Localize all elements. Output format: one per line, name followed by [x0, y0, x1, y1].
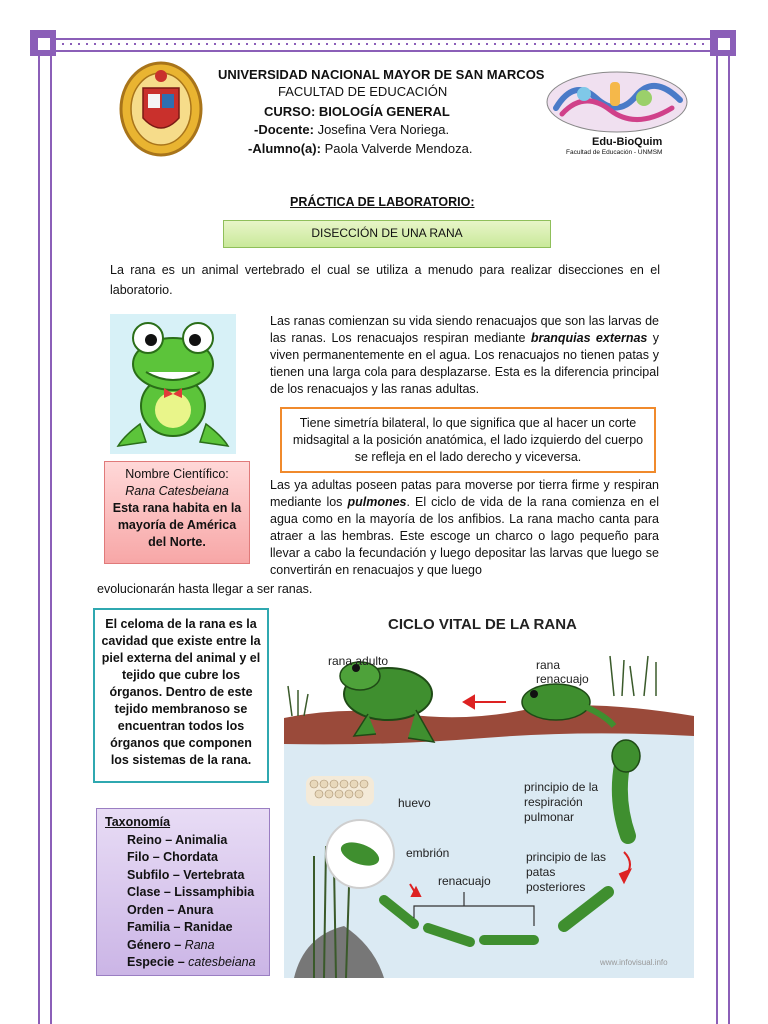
teacher-line	[254, 122, 449, 137]
taxonomy-row	[127, 884, 261, 902]
paragraph-tadpoles-b: y viven permanentemente en el agua. Los renacuajos no tienen patas y tienen una larga cola para desplazarse. Esta es la diferencia principal de los renacuajos y las ranas adultas.	[270, 331, 659, 396]
paragraph-adults	[270, 477, 659, 579]
faculty-name: FACULTAD DE EDUCACIÓN	[278, 84, 448, 99]
diagram-title: CICLO VITAL DE LA RANA	[388, 616, 577, 633]
taxonomy-box	[96, 808, 270, 976]
paragraph-adults-em: pulmones	[347, 495, 407, 509]
taxonomy-row	[127, 954, 261, 972]
label-tadpole: renacuajo	[438, 874, 491, 888]
scientific-label: Nombre Científico:	[125, 467, 229, 481]
taxonomy-value: Ranidae	[183, 920, 233, 934]
frame-left	[38, 50, 52, 1024]
scientific-name-box	[104, 461, 250, 564]
label-egg: huevo	[398, 796, 431, 810]
taxonomy-rank: Especie –	[127, 955, 189, 969]
taxonomy-rank: Subfilo –	[127, 867, 184, 882]
frame-right	[716, 50, 730, 1024]
taxonomy-rank: Género –	[127, 937, 185, 952]
frame-corner-tl	[30, 30, 56, 56]
taxonomy-value: Lissamphibia	[174, 885, 255, 899]
teacher-label: -Docente:	[254, 122, 314, 137]
subtitle-box: DISECCIÓN DE UNA RANA	[223, 220, 551, 248]
intro-paragraph: La rana es un animal vertebrado el cual se utiliza a menudo para realizar disecciones en el laboratorio.	[110, 263, 660, 297]
taxonomy-row	[127, 902, 261, 920]
taxonomy-value: Chordata	[163, 850, 218, 864]
taxonomy-row	[127, 849, 261, 867]
paragraph-tadpoles-a: Las ranas comienzan su vida siendo renacuajos que son las larvas de las ranas. Los renacuajos respiran mediante	[270, 314, 659, 345]
cartoon-frog-image	[110, 314, 236, 454]
frame-top	[38, 38, 728, 52]
course-name: CURSO: BIOLOGÍA GENERAL	[264, 104, 450, 119]
page-title: PRÁCTICA DE LABORATORIO:	[290, 195, 475, 209]
label-adult-frog: rana adulto	[328, 654, 389, 668]
label-embryo: embrión	[406, 846, 450, 860]
teacher-name: Josefina Vera Noriega.	[317, 122, 450, 137]
student-label: -Alumno(a):	[248, 141, 321, 156]
life-cycle-diagram	[284, 606, 694, 978]
taxonomy-rank: Filo –	[127, 850, 164, 864]
scientific-habitat: Esta rana habita en la mayoría de América del Norte.	[112, 501, 242, 549]
taxonomy-row	[127, 937, 261, 955]
taxonomy-rank: Clase –	[127, 885, 175, 899]
taxonomy-row	[127, 832, 261, 850]
taxonomy-title: Taxonomía	[105, 815, 171, 829]
frame-corner-tr	[710, 30, 736, 56]
label-lung-breathing: principio de la respiración pulmonar	[524, 780, 599, 824]
university-seal-logo	[118, 60, 204, 158]
taxonomy-rank: Reino –	[127, 832, 176, 847]
taxonomy-rank: Orden –	[127, 902, 178, 917]
paragraph-adults-a: Las ya adultas poseen patas para moverse por tierra firme y respiran mediante los	[270, 478, 659, 509]
taxonomy-row	[127, 867, 261, 885]
taxonomy-row	[127, 919, 261, 937]
paragraph-tadpoles-em: branquias externas	[530, 331, 648, 345]
student-name: Paola Valverde Mendoza.	[324, 141, 473, 156]
celoma-box: El celoma de la rana es la cavidad que existe entre la piel externa del animal y el tejido que cubre los órganos. Dentro de este tejido membranoso se encuentran todos los órganos que componen los sistemas de la rana.	[93, 608, 269, 783]
diagram-credit: www.infovisual.info	[600, 958, 668, 967]
taxonomy-value: Vertebrata	[183, 867, 245, 882]
edu-bioquim-logo	[544, 68, 690, 160]
taxonomy-value: Anura	[177, 902, 214, 917]
label-froglet: rana renacuajo	[536, 658, 589, 686]
taxonomy-rank: Familia –	[127, 920, 184, 934]
paragraph-tadpoles	[270, 313, 659, 398]
taxonomy-list	[105, 832, 261, 972]
paragraph-adults-b: . El ciclo de vida de la rana comienza en el agua como en la mayoría de los anfibios. La rana macho canta para atraer a las hembras. Este escoge un charco o lago pequeño para llevar a cabo la fecundación y luego depositar las larvas que luego se convertirán en renacuajos y que luego	[270, 495, 659, 577]
taxonomy-value: catesbeiana	[188, 955, 256, 969]
university-name: UNIVERSIDAD NACIONAL MAYOR DE SAN MARCOS	[218, 67, 545, 82]
logo-subcaption: Facultad de Educación - UNMSM	[566, 149, 663, 156]
student-line	[248, 141, 472, 156]
scientific-name: Rana Catesbeiana	[125, 484, 229, 498]
label-hind-legs: principio de las patas posteriores	[526, 850, 607, 894]
logo-caption: Edu-BioQuim	[592, 136, 663, 148]
taxonomy-value: Animalia	[175, 832, 228, 847]
symmetry-box: Tiene simetría bilateral, lo que significa que al hacer un corte midsagital a la posición anatómica, el lado izquierdo del cuerpo se refleja en el lado derecho y viceversa.	[280, 407, 656, 473]
paragraph-adults-end: evolucionarán hasta llegar a ser ranas.	[97, 582, 313, 596]
taxonomy-value: Rana	[184, 937, 215, 952]
